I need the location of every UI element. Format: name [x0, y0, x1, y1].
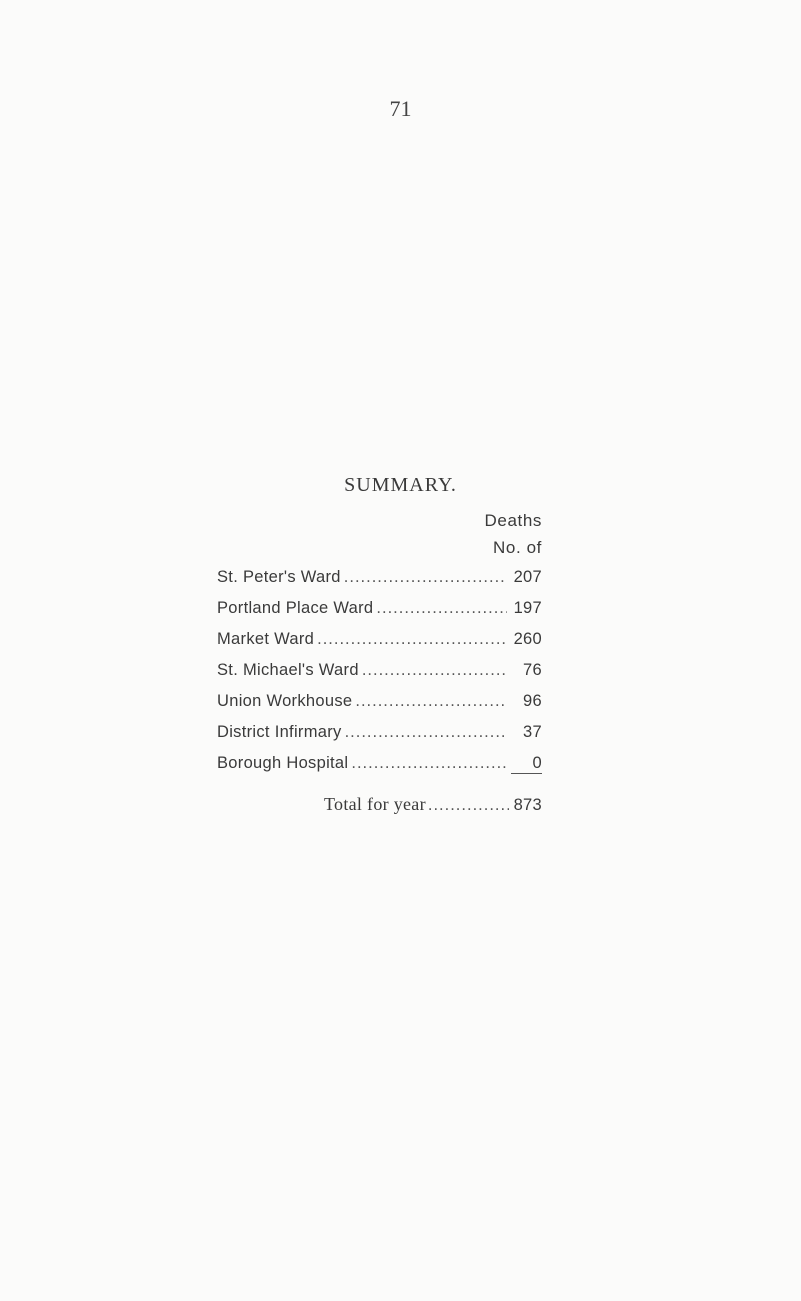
row-label: Portland Place Ward: [217, 599, 374, 617]
row-value: 197: [513, 599, 542, 617]
table-row: [217, 723, 542, 754]
total-row: [324, 794, 542, 815]
total-rule: [511, 773, 542, 774]
row-label: District Infirmary: [217, 723, 342, 741]
dot-leader: [362, 661, 507, 680]
table-row: [217, 599, 542, 630]
summary-title: SUMMARY.: [344, 474, 457, 496]
table-row: [217, 568, 542, 599]
row-label: St. Peter's Ward: [217, 568, 341, 586]
dot-leader: [355, 692, 507, 711]
table-row: [217, 630, 542, 661]
column-header-no-of: No. of: [493, 538, 542, 557]
row-value: 37: [523, 723, 542, 741]
summary-table: [217, 568, 542, 785]
total-label: Total for year: [324, 794, 426, 814]
dot-leader: [317, 630, 507, 649]
dot-leader: [376, 599, 507, 618]
row-value: 96: [523, 692, 542, 710]
row-label: Market Ward: [217, 630, 315, 648]
table-row: [217, 692, 542, 723]
row-value: 207: [513, 568, 542, 586]
row-label: Borough Hospital: [217, 754, 349, 772]
dot-leader: [345, 723, 507, 742]
total-value: 873: [513, 796, 542, 814]
row-label: Union Workhouse: [217, 692, 353, 710]
row-value: 76: [523, 661, 542, 679]
dot-leader: [351, 754, 507, 773]
column-header-deaths: Deaths: [484, 511, 542, 530]
row-value: 0: [532, 754, 542, 772]
dot-leader: [344, 568, 507, 587]
row-value: 260: [513, 630, 542, 648]
dot-leader: [428, 796, 509, 815]
page-number: 71: [389, 96, 412, 121]
row-label: St. Michael's Ward: [217, 661, 359, 679]
table-row: [217, 661, 542, 692]
table-row: [217, 754, 542, 785]
